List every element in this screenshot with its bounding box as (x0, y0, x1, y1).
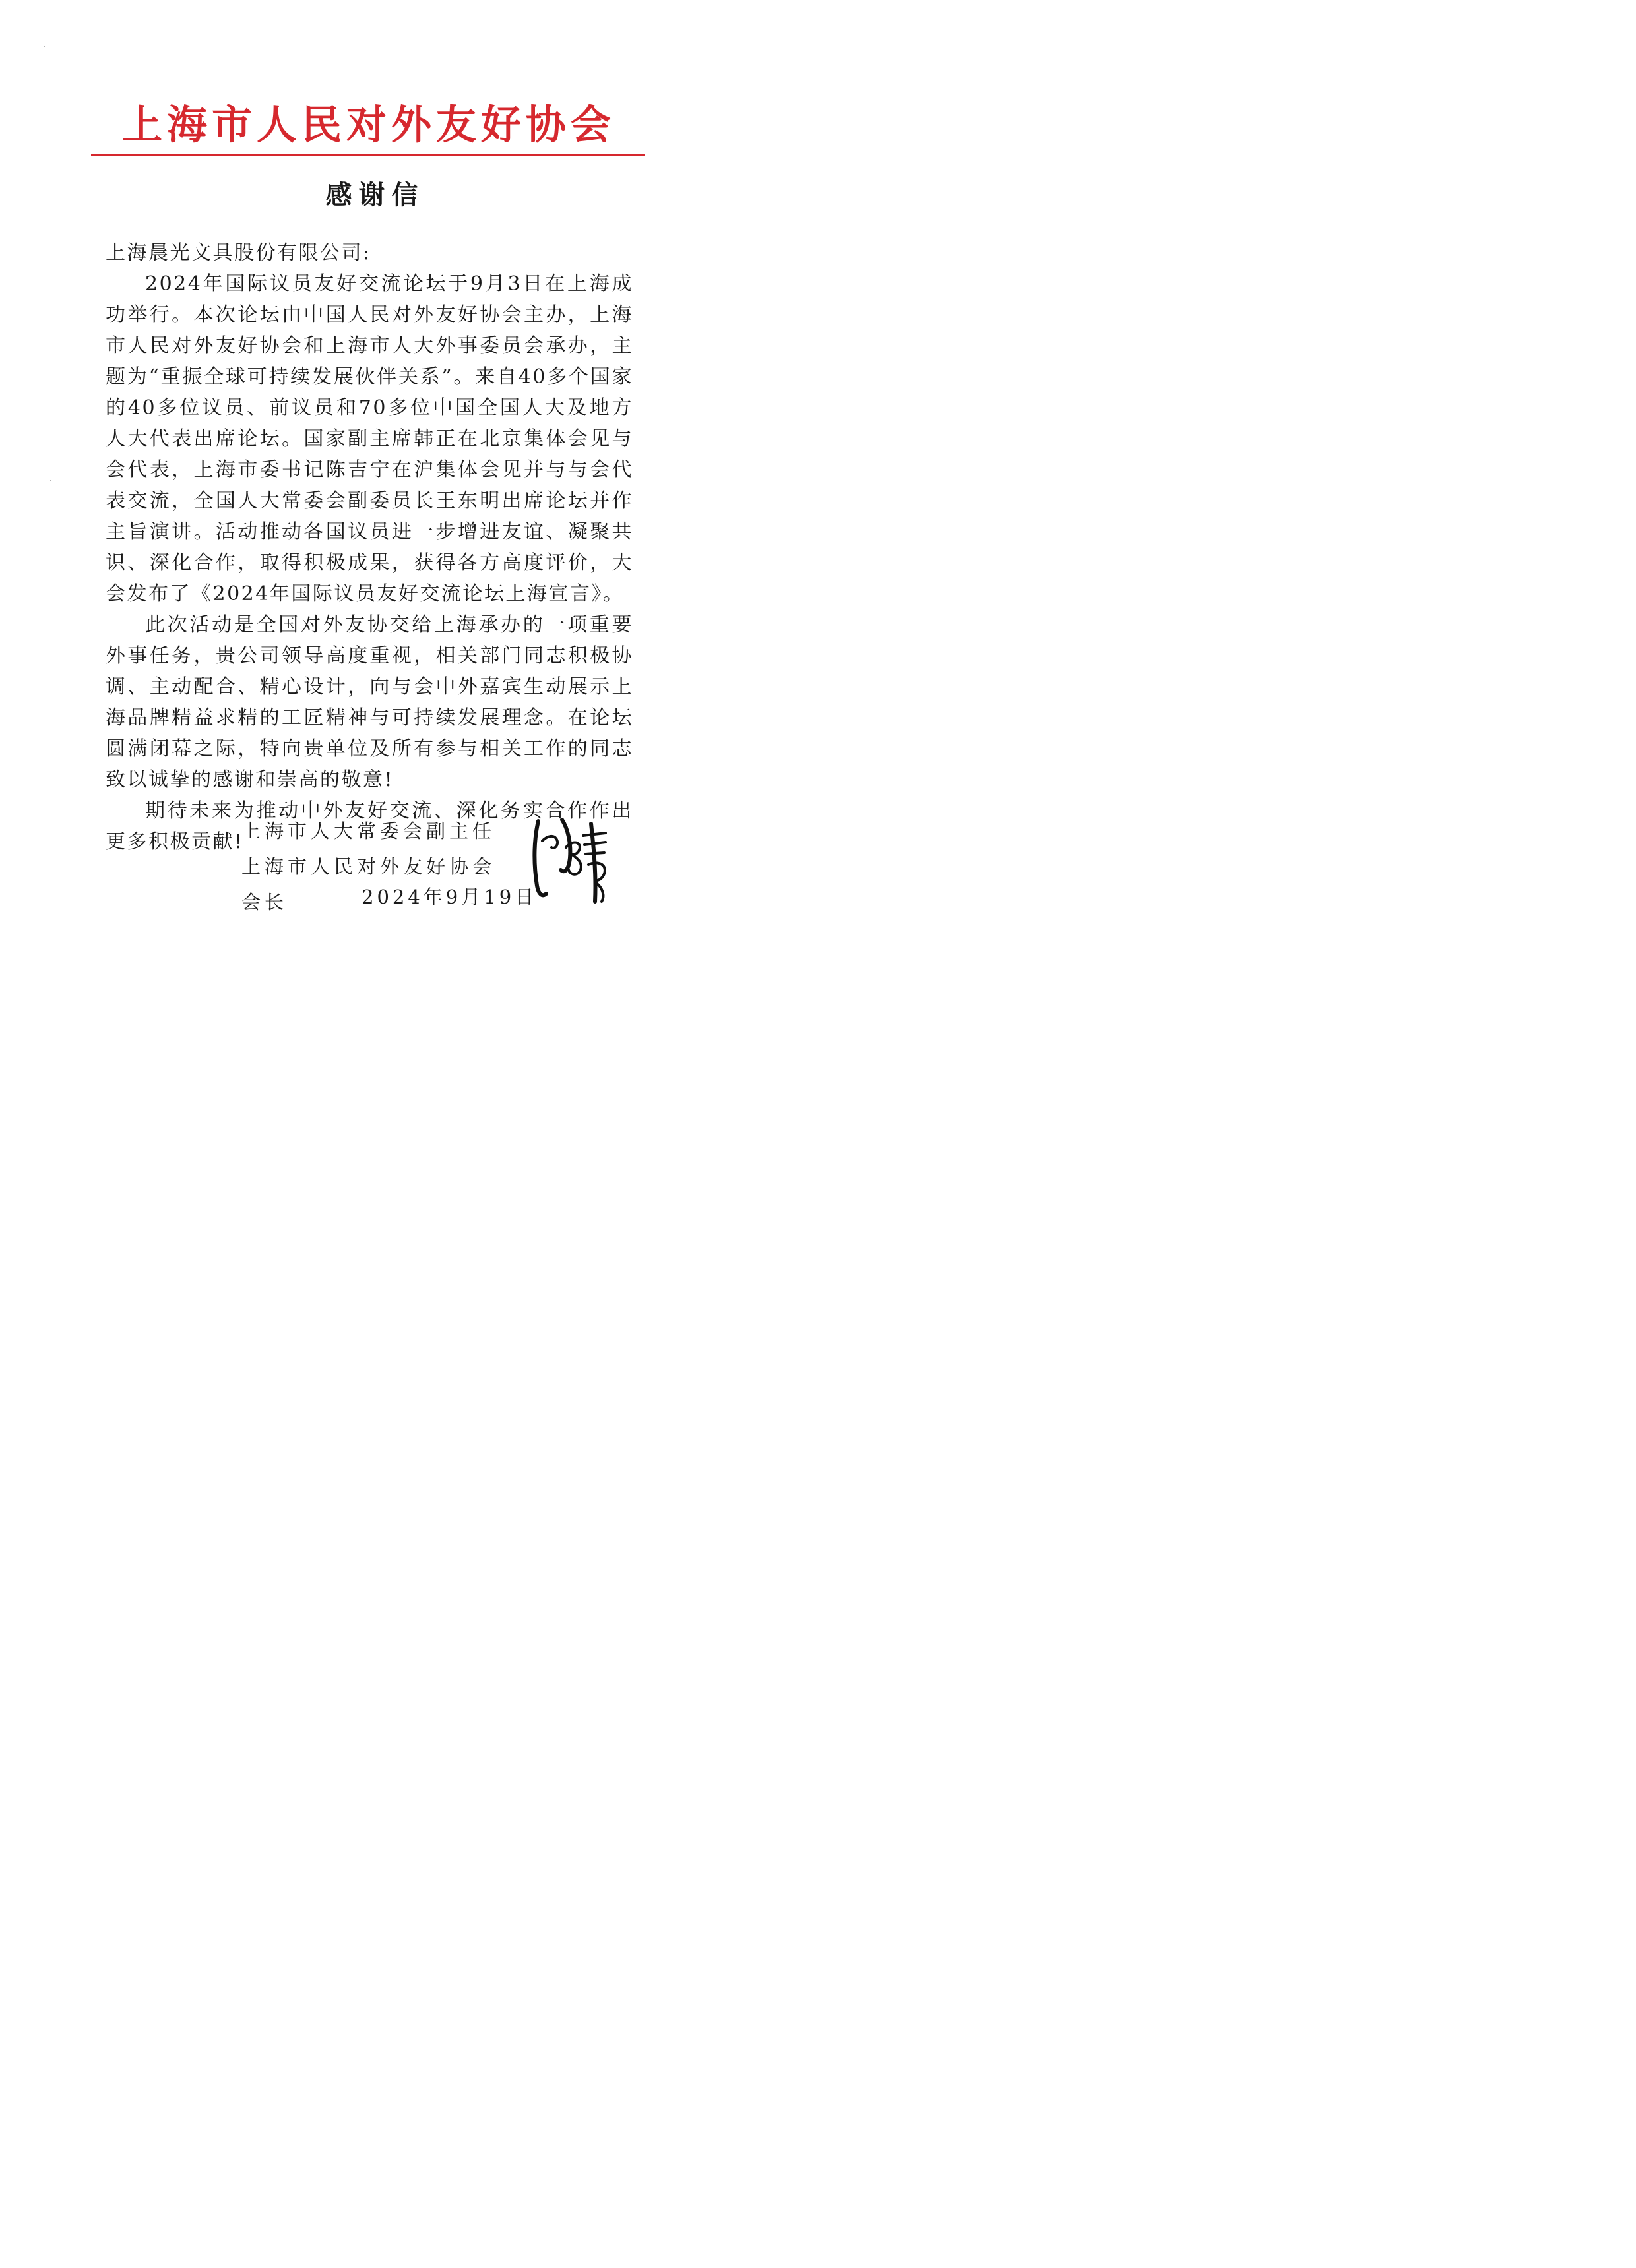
body-paragraph: 期待未来为推动中外友好交流、深化务实合作作出更多积极贡献! (106, 799, 633, 853)
body-paragraph: 此次活动是全国对外友协交给上海承办的一项重要外事任务，贵公司领导高度重视，相关部门同志积极协调、主动配合、精心设计，向与会中外嘉宾生动展示上海品牌精益求精的工匠精神与可持续发展理念。在论坛圆满闭幕之际，特向贵单位及所有参与相关工作的同志致以诚挚的感谢和崇高的敬意! (106, 613, 633, 791)
letterhead-org-name: 上海市人民对外友好协会 (121, 102, 615, 148)
salutation: 上海晨光文具股份有限公司: (106, 241, 371, 264)
signer-title-line: 上海市人大常委会副主任 (241, 820, 496, 842)
signer-title-line: 上海市人民对外友好协会会长 (241, 855, 496, 913)
handwritten-signature-icon (528, 801, 620, 907)
letter-body (106, 237, 633, 857)
letterhead-red-rule (91, 154, 645, 156)
scan-speck (44, 46, 45, 47)
scan-speck (50, 480, 51, 481)
body-paragraph: 2024年国际议员友好交流论坛于9月3日在上海成功举行。本次论坛由中国人民对外友好协会主办，上海市人民对外友好协会和上海市人大外事委员会承办，主题为“重振全球可持续发展伙伴关系”。来自40多个国家的40多位议员、前议员和70多位中国全国人大及地方人大代表出席论坛。国家副主席韩正在北京集体会见与会代表，上海市委书记陈吉宁在沪集体会见并与与会代表交流，全国人大常委会副委员长王东明出席论坛并作主旨演讲。活动推动各国议员进一步增进友谊、凝聚共识、深化合作，取得积极成果，获得各方高度评价，大会发布了《2024年国际议员友好交流论坛上海宣言》。 (106, 272, 633, 605)
document-title: 感谢信 (325, 180, 425, 210)
letter-date: 2024年9月19日 (362, 886, 538, 908)
